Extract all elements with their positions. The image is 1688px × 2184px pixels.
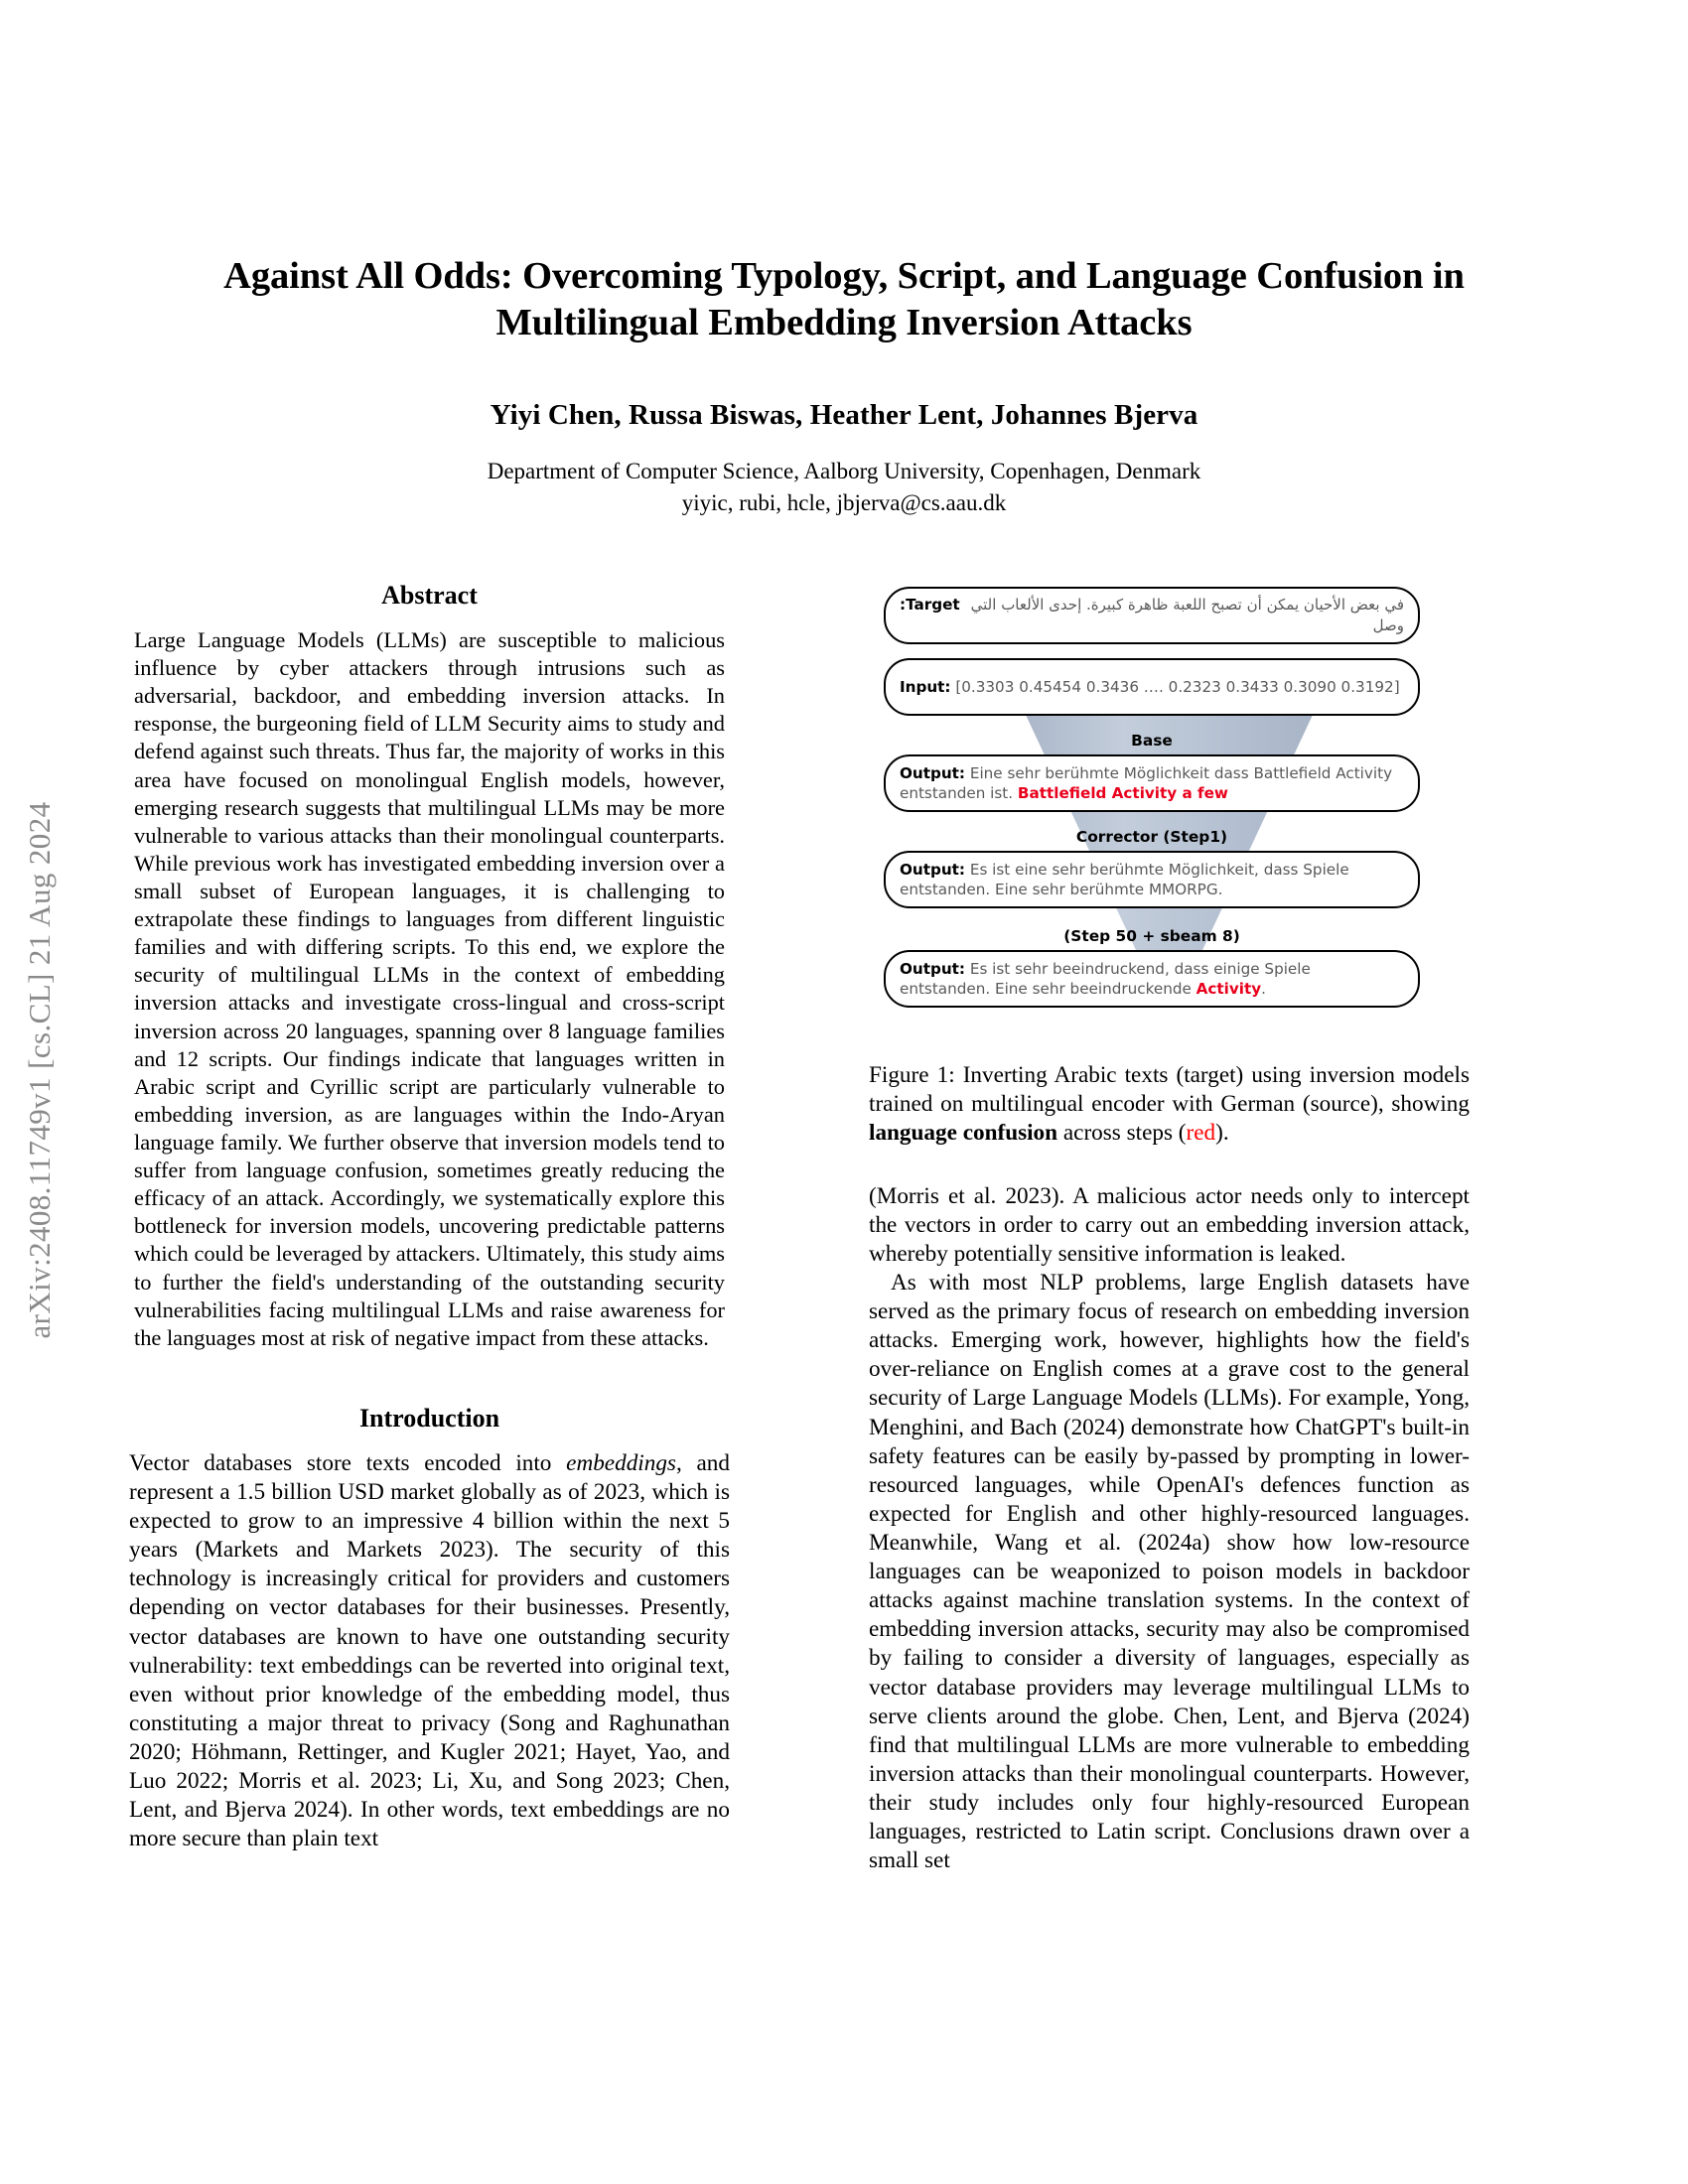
page-title: Against All Odds: Overcoming Typology, Script, and Language Confusion in Multilingual Embedding Inversion Attacks — [223, 255, 1465, 344]
figure-output-step50-grey-a: Es ist sehr beeindruckend, dass einige Spiele entstanden. Eine sehr beeindruckende — [900, 959, 1311, 998]
figure-output-base-grey: Eine sehr berühmte Möglichkeit dass Battlefield Activity entstanden ist. — [900, 763, 1393, 802]
figure-caption-pre: Figure 1: Inverting Arabic texts (target) using inversion models trained on multilingual encoder with German (source), showing — [869, 1062, 1470, 1118]
intro-p1-embeddings-italic: embeddings — [566, 1449, 676, 1476]
left-column — [129, 581, 730, 1853]
figure-stage-label-corrector: Corrector (Step1) — [1075, 828, 1228, 846]
abstract-heading: Abstract — [381, 581, 478, 610]
author-emails: yiyic, rubi, hcle, jbjerva@cs.aau.dk — [681, 490, 1007, 516]
figure-output-step50-red: Activity — [1196, 980, 1262, 998]
introduction-paragraph-1 — [129, 1449, 730, 1854]
figure-1 — [869, 581, 1470, 1875]
intro-p1-post: , and represent a 1.5 billion USD market globally as of 2023, which is expected to grow to an impressive 4 billion within the next 5 years (Markets and Markets 2023). The security of this technology is increasingly critical for providers and customers depending on vector databases for their businesses. Presently, vector databases are known to have one outstanding security vulnerability: text embeddings can be reverted into original text, even without prior knowledge of the embedding model, thus constituting a major threat to privacy (Song and Raghunathan 2020; Höhmann, Rettinger, and Kugler 2021; Hayet, Yao, and Luo 2022; Morris et al. 2023; Li, Xu, and Song 2023; Chen, Lent, and Bjerva 2024). In other words, text embeddings are no more secure than plain text — [129, 1449, 730, 1852]
figure-input-box — [884, 658, 1420, 716]
figure-input-vector: [0.3303 0.45454 0.3436 …. 0.2323 0.3433 0.3090 0.3192] — [955, 677, 1400, 696]
figure-caption-mid: across steps ( — [1057, 1120, 1187, 1147]
figure-stage-label-base: Base — [1131, 732, 1173, 750]
introduction-paragraph-2: (Morris et al. 2023). A malicious actor needs only to intercept the vectors in order to carry out an embedding inversion attack, whereby potentially sensitive information is leaked. — [869, 1182, 1470, 1267]
introduction-paragraph-3: As with most NLP problems, large English datasets have served as the primary focus of research on embedding inversion attacks. Emerging work, however, highlights how the field's over-reliance on English comes at a grave cost to the general security of Large Language Models (LLMs). For example, Yong, Menghini, and Bach (2024) demonstrate how ChatGPT's built-in safety features can be easily by-passed by prompting in lower-resourced languages, while OpenAI's defences function as expected for English and other highly-resourced languages. Meanwhile, Wang et al. (2024a) show how low-resource languages can be weaponized to poison models in backdoor attacks against machine translation systems. In the context of embedding inversion attacks, security may also be compromised by failing to consider a diversity of languages, especially as vector database providers may leverage multilingual LLMs to serve clients around the globe. Chen, Lent, and Bjerva (2024) find that multilingual LLMs are more vulnerable to embedding inversion attacks than their monolingual counterparts. However, their study includes only four highly-resourced European languages, restricted to Latin script. Conclusions drawn over a small set — [869, 1270, 1470, 1874]
intro-p1-pre: Vector databases store texts encoded into — [129, 1449, 567, 1476]
figure-output-corrector-text: Es ist eine sehr berühmte Möglichkeit, dass Spiele entstanden. Eine sehr berühmte MMORPG. — [900, 860, 1349, 898]
right-column — [869, 581, 1470, 1875]
figure-input-label: Input: — [900, 677, 951, 696]
figure-caption-post: ). — [1215, 1120, 1229, 1147]
figure-caption-bold: language confusion — [869, 1120, 1058, 1147]
author-list: Yiyi Chen, Russa Biswas, Heather Lent, Johannes Bjerva — [490, 398, 1198, 431]
figure-1-diagram — [869, 581, 1470, 1037]
title-block — [174, 253, 1514, 520]
figure-target-text: في بعض الأحيان يمكن أن تصبح اللعبة ظاهرة كبيرة. إحدى الألعاب التي وصل — [970, 596, 1404, 634]
figure-stage-label-step50: (Step 50 + sbeam 8) — [1063, 927, 1240, 945]
figure-output-label-base: Output: — [900, 763, 966, 782]
abstract-text: Large Language Models (LLMs) are susceptible to malicious influence by cyber attackers through intrusions such as adversarial, backdoor, and embedding inversion attacks. In response, the burgeoning field of LLM Security aims to study and defend against such threats. Thus far, the majority of works in this area have focused on monolingual English models, however, emerging research suggests that multilingual LLMs may be more vulnerable to various attacks than their monolingual counterparts. While previous work has investigated embedding inversion over a small subset of European languages, it is challenging to extrapolate these findings to languages from different linguistic families and with differing scripts. To this end, we explore the security of multilingual LLMs in the context of embedding inversion attacks and investigate cross-lingual and cross-script inversion across 20 languages, spanning over 8 language families and 12 scripts. Our findings indicate that languages written in Arabic script and Cyrillic script are particularly vulnerable to embedding inversion, as are languages within the Indo-Aryan language family. We further observe that inversion models tend to suffer from language confusion, sometimes greatly reducing the efficacy of an attack. Accordingly, we systematically explore this bottleneck for inversion models, uncovering predictable patterns which could be leveraged by attackers. Ultimately, this study aims to further the field's understanding of the outstanding security vulnerabilities facing multilingual LLMs and raise awareness for the languages most at risk of negative impact from these attacks. — [134, 627, 725, 1350]
arxiv-stamp-text: arXiv:2408.11749v1 [cs.CL] 21 Aug 2024 — [22, 801, 57, 1339]
figure-target-label: Target: — [900, 596, 960, 614]
figure-target-box — [884, 587, 1420, 644]
figure-caption-red: red — [1186, 1120, 1216, 1147]
figure-1-caption — [869, 1061, 1470, 1149]
figure-output-label-corrector: Output: — [900, 860, 966, 879]
figure-output-step50-grey-b: . — [1261, 980, 1266, 998]
introduction-heading: Introduction — [358, 1403, 500, 1433]
figure-output-box-base — [884, 754, 1420, 812]
arxiv-stamp — [0, 0, 119, 2184]
figure-output-box-step50 — [884, 950, 1420, 1008]
paper-page — [129, 0, 1559, 2184]
affiliation: Department of Computer Science, Aalborg University, Copenhagen, Denmark — [487, 458, 1201, 483]
figure-output-box-corrector — [884, 851, 1420, 908]
figure-output-base-red: Battlefield Activity a few — [1017, 784, 1228, 802]
figure-output-label-step50: Output: — [900, 959, 966, 978]
